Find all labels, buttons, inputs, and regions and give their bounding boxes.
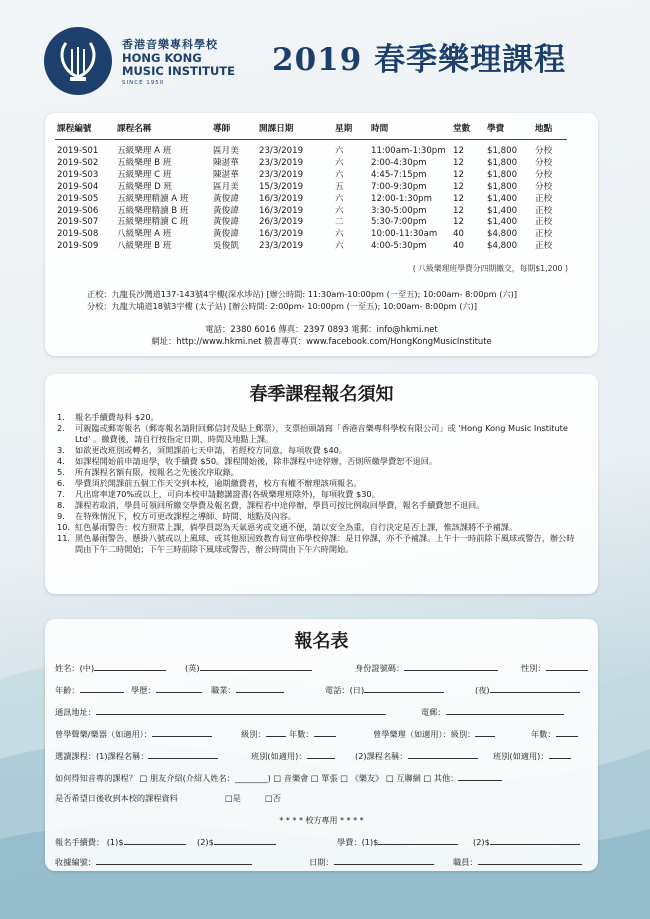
inst-year-field[interactable] [314,727,336,737]
course-day: 五 [335,181,344,192]
course-row [55,229,567,241]
course-name: 八級樂理 B 班 [117,241,172,252]
rule-item [57,533,582,555]
course-time: 5:30-7:00pm [371,217,427,228]
course-venue: 正校 [535,205,553,216]
id-label: 身份證號碼： [355,663,405,673]
class1-field[interactable] [307,749,335,759]
class2-label: 班別(如適用)： [493,751,549,761]
theory-label: 曾學樂理（如適用）：級別： [373,729,476,739]
inst-year-label: 年數： [289,729,314,739]
course-tutor: 區月美 [213,146,239,156]
edu-field[interactable] [156,683,202,693]
receipt-label: 收據編號： [55,857,96,867]
course-tutor: 陳湛華 [213,169,239,180]
course-venue: 正校 [535,193,553,204]
tel-day-field[interactable] [364,683,444,693]
course-date: 23/3/2019 [259,157,304,168]
rule-number: 4. [57,456,65,466]
course-time: 4:45-7:15pm [371,169,427,180]
rule-number: 10. [57,522,71,532]
rule-item [57,467,582,478]
rules-panel [45,374,598,594]
rule-number: 11. [57,533,71,543]
name-zh-label: 姓名：(中) [55,663,95,673]
course-day: 六 [335,193,344,204]
school-name-en-line2: MUSIC INSTITUTE [122,64,235,78]
course-lessons: 12 [453,193,464,204]
rule-text: 紅色暴雨警告：校方照常上課，倘學員認為天氣惡劣或交通不便，請以安全為重，自行決定是否上課，惟該課將不予補課。 [75,522,518,532]
rule-number: 8. [57,500,65,510]
rule-text: 學費須於開課前五個工作天交到本校，逾期繳費者，校方有權不辦理該項報名。 [75,478,362,488]
rule-item [57,456,582,467]
rule-text: 報名手續費每科 $20。 [75,412,159,422]
grade8-fee-note: ( 八級樂理班學費分四期繳交，每期$1,200 ) [412,264,568,273]
course-code: 2019-S06 [57,205,99,216]
sex-label: 性別： [521,663,546,673]
course-day: 六 [335,229,344,240]
job-label: 職業： [211,685,236,695]
col-lessons: 堂數 [451,122,485,140]
course-fee: $1,400 [487,193,518,204]
inst-grade-label: 級別： [241,729,266,739]
fee1-field[interactable] [124,835,186,845]
id-field[interactable] [404,661,498,671]
tel-day-label: 電話：(日) [325,685,365,695]
course-panel [45,113,598,356]
course-row [55,170,567,182]
tuition2-label: (2)$ [473,837,490,847]
course-tutor: 黃俊諱 [213,217,239,228]
course-day: 六 [335,169,344,180]
rule-number: 5. [57,467,65,477]
campus-info [87,289,517,312]
course-day: 六 [335,205,344,216]
date-label: 日期： [309,857,334,867]
course-fee: $1,400 [487,205,518,216]
name-en-label: (英) [185,663,200,673]
col-fee: 學費 [485,122,533,140]
rule-text: 可親臨或郵寄報名（郵寄報名請附回郵信封及貼上郵票），支票抬頭請寫「香港音樂專科學校有限公司」或 ‘Hong Kong Music Institute Ltd’ 。繳費後，請自行按指定日期、時間及地點上課。 [75,423,568,444]
rule-item [57,511,582,522]
course-tutor: 黃俊諱 [213,205,239,216]
course-row [55,140,567,158]
age-field[interactable] [80,683,124,693]
instrument-field[interactable] [152,727,212,737]
course-time: 12:00-1:30pm [371,193,432,204]
rule-item [57,489,582,500]
edu-label: 學歷： [131,685,156,695]
course-lessons: 40 [453,241,464,252]
course-fee: $4,800 [487,241,518,252]
form-title: 報名表 [294,631,349,652]
course-row [55,194,567,206]
contact-line-1: 電話：2380 6016 傳真：2397 0893 電郵：info@hkmi.net [205,324,438,334]
info-no-checkbox[interactable]: □否 [265,793,281,803]
course-code: 2019-S08 [57,229,99,240]
course-time: 3:30-5:00pm [371,205,427,216]
course-lessons: 40 [453,229,464,240]
course-code: 2019-S04 [57,181,99,192]
rule-number: 6. [57,478,65,488]
course-time: 11:00am-1:30pm [371,146,446,156]
course-tutor: 區月美 [213,181,239,192]
staff-label: 職員： [453,857,478,867]
col-venue: 地點 [533,122,567,140]
course2-field[interactable] [408,749,478,759]
rule-number: 1. [57,412,65,422]
col-name: 課程名稱 [115,122,211,140]
rule-number: 7. [57,489,65,499]
info-question: 是否希望日後收到本校的課程資料 [55,793,178,803]
theory-year-label: 年數： [531,729,556,739]
course2-label: (2)課程名稱： [355,751,408,761]
course-name: 五級樂理 A 班 [117,146,172,156]
course-name: 五級樂理 C 班 [117,169,172,180]
course-code: 2019-S03 [57,169,99,180]
age-label: 年齡： [55,685,80,695]
course1-label: 選讀課程：(1)課程名稱： [55,751,149,761]
rule-item [57,412,582,423]
since-label: SINCE 1950 [122,80,165,86]
course-name: 五級樂理精讀 B 班 [117,205,189,216]
course-row [55,241,567,253]
col-tutor: 導師 [211,122,257,140]
course-day: 二 [335,217,344,228]
course-date: 16/3/2019 [259,193,304,204]
course-row [55,206,567,218]
course-date: 15/3/2019 [259,181,304,192]
course-tutor: 黃俊諱 [213,229,239,240]
school-logo [44,27,112,95]
info-yes-checkbox[interactable]: □是 [225,793,241,803]
course-lessons: 12 [453,181,464,192]
instrument-label: 曾學聲樂/樂器（如適用）： [55,729,152,739]
rule-number: 9. [57,511,65,521]
course-row [55,182,567,194]
tuition2-field[interactable] [490,835,580,845]
main-campus: 正校：九龍長沙灣道137-143號4字樓(深水埗站) [辦公時間: 11:30am-10:00pm (一至五); 10:00am- 8:00pm (六)] [87,289,518,299]
course-row [55,158,567,170]
course-code: 2019-S01 [57,146,99,156]
rule-text: 如課程開始前申請退學，收手續費 $50。課程開始後，除非課程中途停辦，否則所繳學費恕不退回。 [75,456,438,466]
rule-item [57,423,582,445]
rule-text: 凡出席率達70%或以上，可向本校申請聽講證書(各級樂理班除外)，每項收費 $30。 [75,489,380,499]
course-venue: 分校 [535,157,553,168]
course-time: 2:00-4:30pm [371,157,427,168]
fee2-field[interactable] [214,835,276,845]
contact-line-2: 網址：http://www.hkmi.net 臉書專頁：www.facebook.com/HongKongMusicInstitute [151,336,492,346]
name-zh-field[interactable] [94,661,166,671]
job-field[interactable] [236,683,284,693]
rule-text: 如欲更改班別或轉名，須開課前七天申請，若經校方同意，每項收費 $40。 [75,445,348,455]
course-date: 23/3/2019 [259,169,304,180]
col-time: 時間 [369,122,451,140]
source-question[interactable]: 如何得知音專的課程？ □ 朋友介紹(介紹人姓名：________) □ 音樂會 □ 單張 □ 《樂友》 □ 互聯網 □ 其他： [55,773,459,783]
course-lessons: 12 [453,217,464,228]
rule-text: 在特殊情況下，校方可更改課程之導師、時間、地點及內容。 [75,511,297,521]
course-fee: $1,800 [487,157,518,168]
rule-item [57,445,582,456]
rule-item [57,478,582,489]
course-lessons: 12 [453,169,464,180]
course-code: 2019-S05 [57,193,99,204]
rule-item [57,500,582,511]
rule-text: 黑色暴雨警告、懸掛八號或以上風球、或其他原因致教育局宣佈學校停課：是日停課，亦不予補課。上午十一時前除下風球或警告，辦公時間由下午二時開始；下午三時前除下風球或警告，辦公時間由下午六時開始。 [75,533,575,554]
course-tutor: 陳湛華 [213,157,239,168]
course-day: 六 [335,157,344,168]
tuition1-label: 學費：(1)$ [337,837,379,847]
course-name: 八級樂理 A 班 [117,229,172,240]
office-use-label: * * * * 校方專用 * * * * [279,816,364,825]
tel-night-label: (夜) [475,685,490,695]
course-tutor: 黃俊諱 [213,193,239,204]
course-code: 2019-S09 [57,241,99,252]
course-time: 10:00-11:30am [371,229,438,240]
course-date: 16/3/2019 [259,229,304,240]
course-venue: 正校 [535,229,553,240]
course-code: 2019-S07 [57,217,99,228]
inst-grade-field[interactable] [266,727,286,737]
course-table-header [55,122,567,140]
course-fee: $1,800 [487,169,518,180]
course-venue: 分校 [535,169,553,180]
school-name-en-line1: HONG KONG [122,51,202,65]
tel-night-field[interactable] [490,683,580,693]
course-tutor: 吳俊凱 [213,241,239,252]
date-field[interactable] [334,855,434,865]
address-field[interactable] [96,705,386,715]
course-venue: 分校 [535,181,553,192]
rules-title: 春季課程報名須知 [249,384,394,405]
course-day: 六 [335,146,344,156]
rule-number: 2. [57,423,65,433]
email-field[interactable] [446,705,564,715]
course-time: 7:00-9:30pm [371,181,427,192]
school-name-zh: 香港音樂專科學校 [122,38,218,51]
course-fee: $4,800 [487,229,518,240]
course-table [55,122,567,253]
page-title: 2019 春季樂理課程 [272,42,567,78]
course-day: 六 [335,241,344,252]
branch-campus: 分校：九龍大埔道18號3字樓 (太子站) [辦公時間: 2:00pm- 10:00pm (一至五); 10:00am- 8:00pm (六)] [87,300,478,311]
course-name: 五級樂理 D 班 [117,181,173,192]
theory-year-field[interactable] [556,727,578,737]
course-fee: $1,800 [487,181,518,192]
course-row [55,217,567,229]
email-label: 電郵： [421,707,446,717]
lyre-icon [44,27,112,95]
fee2-label: (2)$ [197,837,214,847]
course-name: 五級樂理精讀 C 班 [117,217,189,228]
course-lessons: 12 [453,157,464,168]
course-name: 五級樂理精讀 A 班 [117,193,189,204]
school-name-en [122,52,235,78]
course-venue: 正校 [535,217,553,228]
course-date: 23/3/2019 [259,241,304,252]
rule-text: 課程若取消，學員可領回所繳交學費及報名費，課程若中途停辦，學員可按比例取回學費，報名手續費恕不退回。 [75,500,485,510]
tuition1-field[interactable] [378,835,458,845]
course-venue: 分校 [535,146,553,156]
name-en-field[interactable] [200,661,312,671]
col-date: 開課日期 [257,122,333,140]
staff-field[interactable] [478,855,582,865]
course-code: 2019-S02 [57,157,99,168]
course-date: 16/3/2019 [259,205,304,216]
course-lessons: 12 [453,205,464,216]
receipt-field[interactable] [96,855,252,865]
rules-list [57,412,582,555]
theory-grade-field[interactable] [475,727,495,737]
course-date: 23/3/2019 [259,146,304,156]
course-time: 4:00-5:30pm [371,241,427,252]
enrolment-form [45,619,598,871]
course-fee: $1,400 [487,217,518,228]
address-label: 通訊地址： [55,707,96,717]
col-code: 課程編號 [55,122,115,140]
fee1-label: 報名手續費： (1)$ [55,837,124,847]
course-date: 26/3/2019 [259,217,304,228]
class2-field[interactable] [549,749,571,759]
rule-text: 所有課程名額有限，按報名之先後次序取錄。 [75,467,239,477]
class1-label: 班別(如適用)： [251,751,307,761]
course-lessons: 12 [453,146,464,156]
sex-field[interactable] [546,661,588,671]
course1-field[interactable] [148,749,218,759]
source-other-field[interactable] [458,771,502,781]
course-venue: 正校 [535,241,553,252]
rule-item [57,522,582,533]
header [0,0,650,112]
rule-number: 3. [57,445,65,455]
course-fee: $1,800 [487,146,518,156]
course-name: 五級樂理 B 班 [117,157,172,168]
col-day: 星期 [333,122,369,140]
